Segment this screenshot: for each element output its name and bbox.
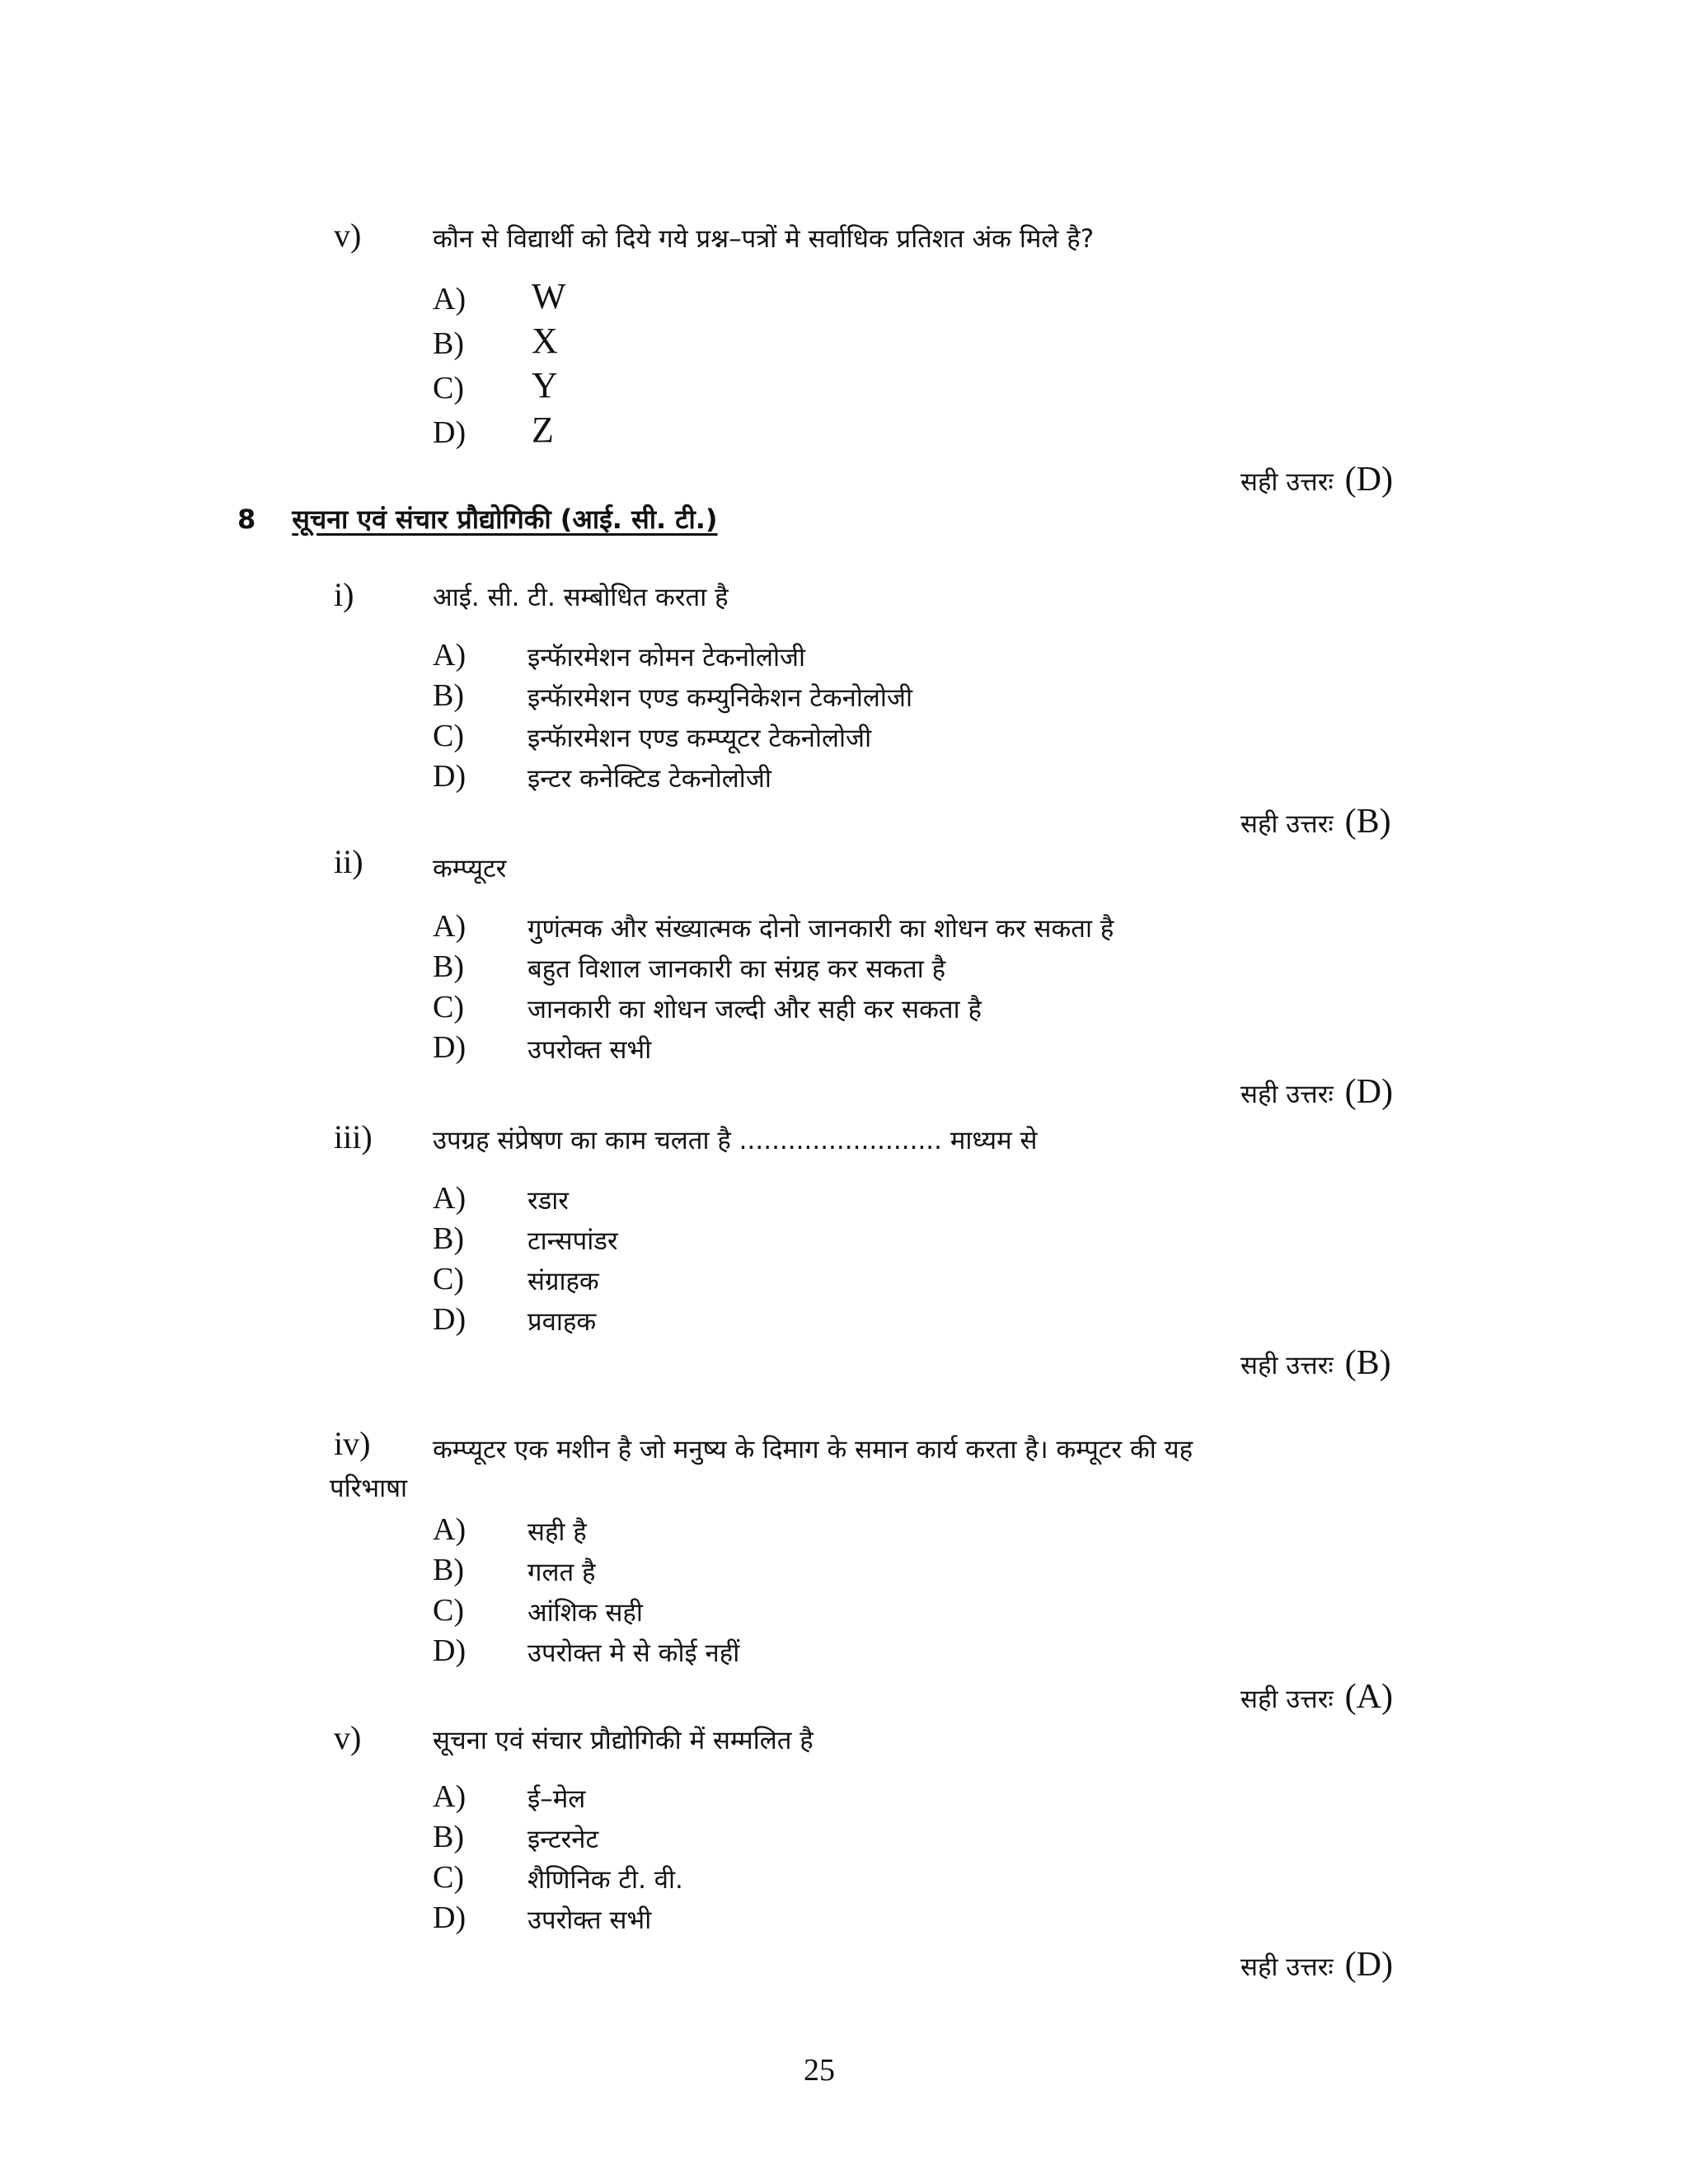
correct-answer: [1240, 1343, 1391, 1383]
option-text: ई–मेल: [528, 1784, 586, 1814]
answer-value: (D): [1344, 1946, 1393, 1984]
option-letter: D): [433, 1030, 467, 1065]
option-letter: A): [433, 1181, 467, 1216]
option-letter: B): [433, 1553, 464, 1587]
option-text: टान्सपांडर: [528, 1226, 618, 1256]
answer-value: (D): [1344, 461, 1393, 499]
correct-answer: [1240, 1945, 1393, 1985]
option-letter: B): [433, 949, 464, 984]
option-letter: A): [433, 1512, 467, 1547]
answer-label: सही उत्तरः: [1240, 1685, 1334, 1714]
option-text: जानकारी का शोधन जल्दी और सही कर सकता है: [528, 995, 982, 1024]
option-letter: C): [433, 1593, 464, 1628]
option-text: बहुत विशाल जानकारी का संग्रह कर सकता है: [528, 954, 946, 984]
option-text: Y: [532, 365, 558, 405]
option-text: इन्टरनेट: [528, 1825, 599, 1854]
option-letter: C): [433, 371, 464, 405]
option-text: Z: [532, 410, 554, 450]
question-number: iv): [334, 1425, 371, 1462]
option-text: आंशिक सही: [528, 1598, 643, 1628]
option-letter: B): [433, 1820, 464, 1854]
answer-value: (D): [1344, 1073, 1393, 1111]
option-text: इन्फॅारमेशन एण्ड कम्प्यूटर टेकनोलोजी: [528, 724, 872, 753]
option-text: इन्टर कनेक्टिड टेकनोलोजी: [528, 764, 771, 794]
option-text: इन्फॅारमेशन कोमन टेकनोलोजी: [528, 643, 806, 673]
page-number: 25: [804, 2053, 835, 2088]
question-text: कम्प्यूटर: [433, 854, 507, 883]
answer-value: (A): [1344, 1678, 1393, 1716]
option-letter: D): [433, 1900, 467, 1935]
option-letter: D): [433, 759, 467, 794]
question-number: v): [334, 217, 362, 254]
question-text-continuation: परिभाषा: [330, 1474, 408, 1503]
option-text: उपरोक्त मे से कोई नहीं: [528, 1638, 740, 1668]
option-letter: B): [433, 1221, 464, 1256]
question-number: v): [334, 1719, 362, 1756]
section-title: सूचना एवं संचार प्रौद्योगिकी (आई. सी. टी.): [292, 504, 718, 535]
option-text: इन्फॅारमेशन एण्ड कम्युनिकेशन टेकनोलोजी: [528, 683, 912, 713]
option-text: X: [532, 321, 558, 361]
answer-value: (B): [1344, 1344, 1391, 1382]
question-number: i): [334, 576, 354, 613]
question-text: आई. सी. टी. सम्बोधित करता है: [433, 583, 729, 612]
correct-answer: [1240, 1072, 1393, 1112]
question-text: उपग्रह संप्रेषण का काम चलता है ......................... माध्यम से: [433, 1126, 1038, 1155]
option-letter: A): [433, 1779, 467, 1814]
question-text: कम्प्यूटर एक मशीन है जो मनुष्य के दिमाग के समान कार्य करता है। कम्पूटर की यह: [433, 1435, 1193, 1465]
correct-answer: [1240, 1677, 1393, 1717]
section-heading: [237, 501, 718, 537]
option-letter: C): [433, 1860, 464, 1895]
option-text: शैणिनिक टी. वी.: [528, 1865, 683, 1895]
answer-label: सही उत्तरः: [1240, 467, 1334, 497]
option-text: गुणंत्मक और संख्यात्मक दोनो जानकारी का शोधन कर सकता है: [528, 914, 1114, 944]
option-text: रडार: [528, 1186, 569, 1216]
option-text: W: [532, 276, 566, 316]
correct-answer: [1240, 802, 1391, 841]
answer-value: (B): [1344, 803, 1391, 841]
option-letter: D): [433, 1302, 467, 1337]
question-text: कौन से विद्यार्थी को दिये गये प्रश्न–पत्रों मे सर्वाधिक प्रतिशत अंक मिले है?: [433, 224, 1095, 254]
option-letter: C): [433, 990, 464, 1024]
option-letter: C): [433, 719, 464, 753]
answer-label: सही उत्तरः: [1240, 1952, 1334, 1982]
question-number: iii): [334, 1118, 373, 1155]
option-letter: B): [433, 326, 464, 361]
question-text: सूचना एवं संचार प्रौद्योगिकी में सम्मलित है: [433, 1726, 814, 1755]
option-letter: B): [433, 678, 464, 713]
answer-label: सही उत्तरः: [1240, 809, 1334, 839]
answer-label: सही उत्तरः: [1240, 1351, 1334, 1380]
question-number: ii): [334, 843, 363, 880]
option-letter: D): [433, 415, 467, 450]
option-text: सही है: [528, 1517, 587, 1547]
option-letter: A): [433, 638, 467, 673]
option-letter: A): [433, 282, 467, 316]
option-text: संग्राहक: [528, 1267, 599, 1296]
option-letter: A): [433, 909, 467, 944]
option-text: प्रवाहक: [528, 1307, 597, 1337]
answer-label: सही उत्तरः: [1240, 1080, 1334, 1109]
option-text: गलत है: [528, 1558, 596, 1587]
option-text: उपरोक्त सभी: [528, 1035, 652, 1065]
option-text: उपरोक्त सभी: [528, 1905, 652, 1935]
correct-answer: [1240, 460, 1393, 499]
option-letter: C): [433, 1262, 464, 1296]
section-number: 8: [237, 504, 256, 535]
option-letter: D): [433, 1633, 467, 1668]
